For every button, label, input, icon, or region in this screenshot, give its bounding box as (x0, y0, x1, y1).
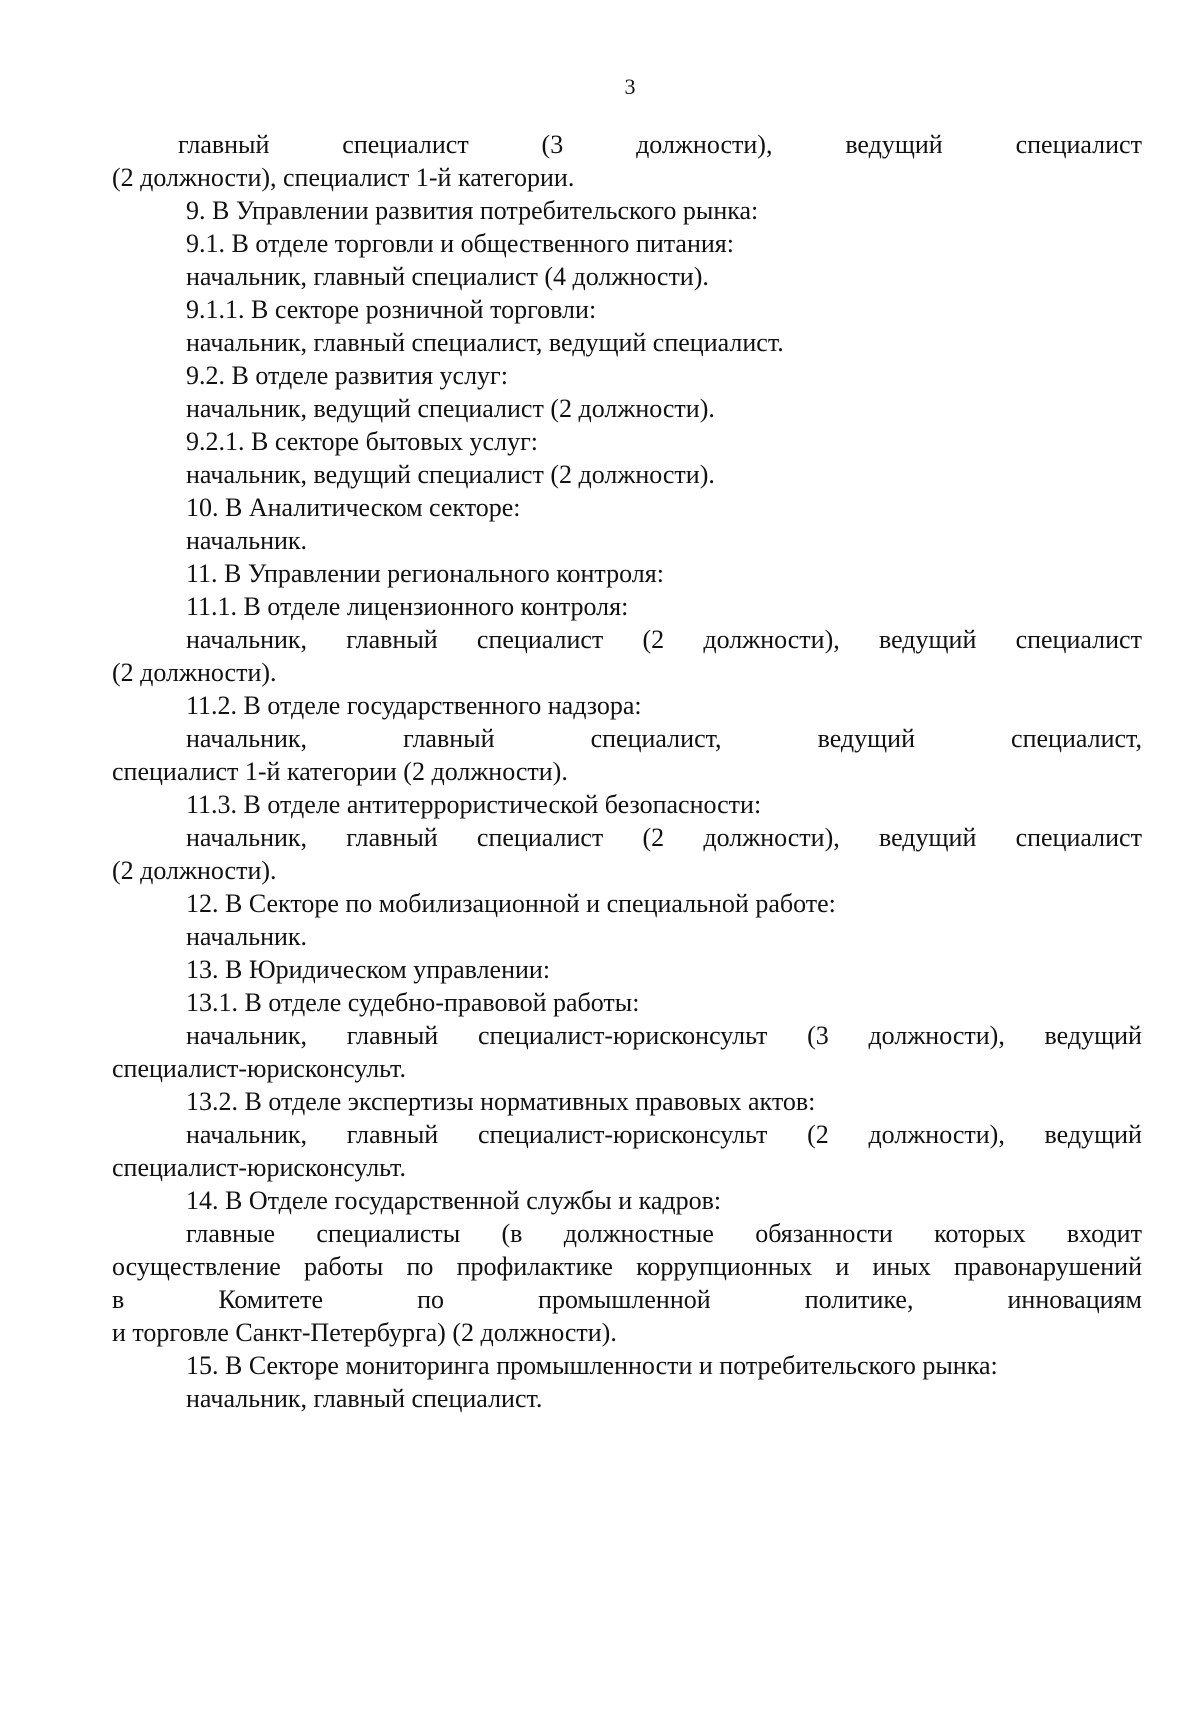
word: ведущий (878, 823, 977, 852)
section-heading-11: 11. В Управлении регионального контроля: (186, 559, 664, 588)
text-line-justified (112, 722, 1142, 755)
word: начальник, (186, 1120, 308, 1149)
text-line: (2 должности). (112, 658, 277, 687)
text-line-justified (112, 1283, 1142, 1316)
word: (2 (642, 625, 665, 654)
word: начальник, (186, 625, 308, 654)
word: специалист, (590, 724, 722, 753)
word: по (417, 1285, 444, 1314)
section-heading-12: 12. В Секторе по мобилизационной и специальной работе: (186, 889, 836, 918)
word: работы (304, 1252, 384, 1281)
word: ведущий (817, 724, 915, 753)
word: главный (346, 1120, 439, 1149)
word: специалист (476, 625, 604, 654)
text-line-justified (112, 128, 1142, 161)
text-line-justified (112, 1118, 1142, 1151)
subsection-heading-9-1: 9.1. В отделе торговли и общественного питания: (186, 229, 734, 258)
word: осуществление (112, 1252, 281, 1281)
word: в (112, 1285, 125, 1314)
word: специалист (1015, 130, 1142, 159)
text-line: и торговле Санкт-Петербурга) (2 должности). (112, 1318, 617, 1347)
subsection-heading-13-2: 13.2. В отделе экспертизы нормативных правовых актов: (186, 1087, 816, 1116)
word: ведущий (1044, 1120, 1142, 1149)
word: должности), (868, 1021, 1005, 1050)
document-body (112, 128, 1142, 1415)
text-line: начальник, главный специалист (4 должности). (186, 262, 709, 291)
word: коррупционных (636, 1252, 813, 1281)
word: инновациям (1007, 1285, 1142, 1314)
word: начальник, (186, 724, 308, 753)
text-line: начальник, ведущий специалист (2 должности). (186, 394, 715, 423)
subsection-heading-9-2: 9.2. В отделе развития услуг: (186, 361, 508, 390)
word: главный (346, 1021, 439, 1050)
word: специалисты (316, 1219, 461, 1248)
text-line: (2 должности), специалист 1-й категории. (112, 163, 575, 192)
word: политике, (804, 1285, 914, 1314)
word: главные (186, 1219, 276, 1248)
word: (2 (807, 1120, 829, 1149)
word: профилактике (456, 1252, 613, 1281)
text-line: специалист 1-й категории (2 должности). (112, 757, 568, 786)
text-line: специалист-юрисконсульт. (112, 1054, 406, 1083)
word: должности), (636, 130, 773, 159)
word: ведущий (878, 625, 977, 654)
subsection-heading-11-3: 11.3. В отделе антитеррористической безопасности: (186, 790, 762, 819)
text-line-justified (112, 1217, 1142, 1250)
word: специалист (342, 130, 469, 159)
word: главный (346, 823, 438, 852)
word: промышленной (538, 1285, 711, 1314)
text-line: начальник. (186, 922, 308, 951)
word: ведущий (845, 130, 943, 159)
word: специалист, (1011, 724, 1142, 753)
word: которых (934, 1219, 1026, 1248)
word: начальник, (186, 823, 308, 852)
word: должности), (703, 823, 840, 852)
text-line-justified (112, 623, 1142, 656)
word: правонарушений (954, 1252, 1142, 1281)
word: обязанности (755, 1219, 893, 1248)
text-line: (2 должности). (112, 856, 277, 885)
word: (2 (642, 823, 665, 852)
section-heading-13: 13. В Юридическом управлении: (186, 955, 551, 984)
text-line-justified (112, 1250, 1142, 1283)
text-line: специалист-юрисконсульт. (112, 1153, 406, 1182)
word: (3 (541, 130, 564, 159)
word: начальник, (186, 1021, 308, 1050)
word: главный (178, 130, 270, 159)
section-heading-14: 14. В Отделе государственной службы и кадров: (186, 1186, 722, 1215)
word: должности), (868, 1120, 1005, 1149)
word: (3 (807, 1021, 829, 1050)
word: и (835, 1252, 850, 1281)
section-heading-15: 15. В Секторе мониторинга промышленности и потребительского рынка: (186, 1351, 998, 1380)
text-line: начальник, ведущий специалист (2 должности). (186, 460, 715, 489)
word: специалист-юрисконсульт (477, 1120, 768, 1149)
subsection-heading-9-1-1: 9.1.1. В секторе розничной торговли: (186, 295, 597, 324)
word: главный (403, 724, 495, 753)
word: должностные (563, 1219, 714, 1248)
word: ведущий (1044, 1021, 1142, 1050)
word: входит (1066, 1219, 1142, 1248)
text-line: начальник, главный специалист. (186, 1384, 543, 1413)
text-line-justified (112, 821, 1142, 854)
section-heading-10: 10. В Аналитическом секторе: (186, 493, 521, 522)
word: должности), (703, 625, 840, 654)
word: специалист (1015, 823, 1142, 852)
section-heading-9: 9. В Управлении развития потребительского рынка: (186, 196, 759, 225)
word: Комитете (218, 1285, 324, 1314)
word: по (406, 1252, 434, 1281)
subsection-heading-9-2-1: 9.2.1. В секторе бытовых услуг: (186, 427, 538, 456)
word: специалист (1015, 625, 1142, 654)
word: главный (346, 625, 438, 654)
subsection-heading-11-2: 11.2. В отделе государственного надзора: (186, 691, 642, 720)
page-number: 3 (624, 74, 636, 99)
text-line: начальник, главный специалист, ведущий специалист. (186, 328, 784, 357)
text-line-justified (112, 1019, 1142, 1052)
subsection-heading-13-1: 13.1. В отделе судебно-правовой работы: (186, 988, 640, 1017)
subsection-heading-11-1: 11.1. В отделе лицензионного контроля: (186, 592, 629, 621)
word: специалист (476, 823, 604, 852)
word: иных (872, 1252, 931, 1281)
text-line: начальник. (186, 526, 308, 555)
word: (в (501, 1219, 523, 1248)
word: специалист-юрисконсульт (477, 1021, 768, 1050)
